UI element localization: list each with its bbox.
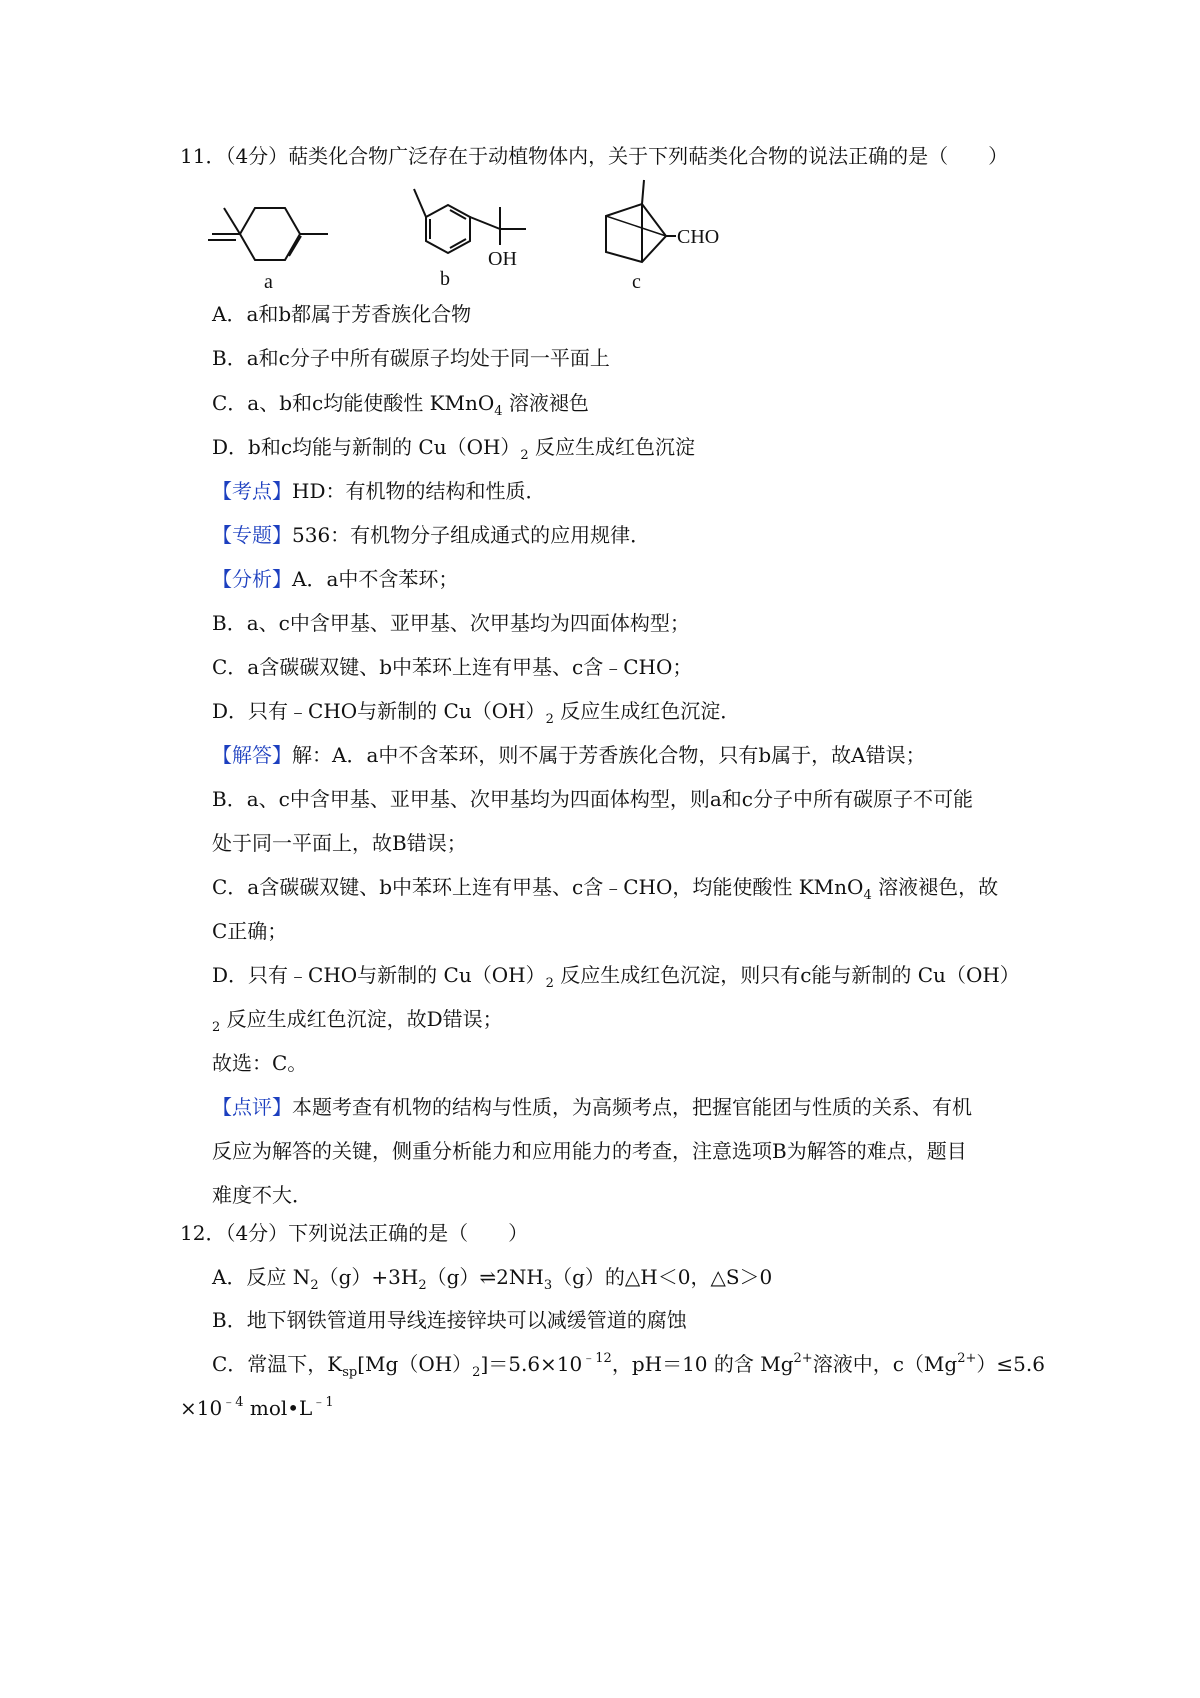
fenxi-line-1: 【分析】A．a中不含苯环； (212, 567, 459, 591)
kaodian-tag: 【考点】 (212, 479, 292, 503)
q11-option-d: D．b和c均能与新制的 $Cu(OH)_2$ 反应生成红色沉淀 (212, 435, 696, 463)
jieda-line-1: 【解答】解：A．a中不含苯环，则不属于芳香族化合物，只有b属于，故A错误； (212, 743, 926, 767)
structure-c (600, 178, 750, 293)
structure-a (200, 178, 340, 293)
jieda-line-5: C正确； (212, 919, 288, 943)
structure-c-bonds (606, 180, 676, 262)
q12-stem: 12．（4分）下列说法正确的是（ ） (180, 1221, 529, 1245)
dianping-line-3: 难度不大． (212, 1183, 312, 1207)
dianping-line-1: 【点评】本题考查有机物的结构与性质，为高频考点，把握官能团与性质的关系、有机 (212, 1095, 972, 1119)
structure-a-bonds (208, 208, 328, 260)
structure-c-cho: CHO (677, 226, 720, 248)
fenxi-line-4: D．只有﹣CHO与新制的 $Cu(OH)_2$ 反应生成红色沉淀． (212, 699, 741, 727)
zhuanti-tag: 【专题】 (212, 523, 292, 547)
fenxi-line-3: C．a含碳碳双键、b中苯环上连有甲基、c含﹣CHO； (212, 655, 693, 679)
jieda-line-8: 故选：C。 (212, 1051, 308, 1075)
jieda-line-4: C．a含碳碳双键、b中苯环上连有甲基、c含﹣CHO，均能使酸性 KMnO$_4$ 溶液褪色，故 (212, 875, 999, 903)
q12-option-c-line-1: C．常温下，$K_{sp}[Mg(OH)_2]=5.6\times 10^{﹣12}$，pH＝10 的含 $Mg^{2+}$溶液中，$c(Mg^{2+})\le 5.6$ (212, 1351, 1045, 1380)
zhuanti-line: 【专题】536：有机物分子组成通式的应用规律． (212, 523, 651, 547)
fenxi-line-2: B．a、c中含甲基、亚甲基、次甲基均为四面体构型； (212, 611, 690, 635)
q11-option-b: B．a和c分子中所有碳原子均处于同一平面上 (212, 346, 610, 370)
jieda-line-3: 处于同一平面上，故B错误； (212, 831, 467, 855)
q12-option-a: A．反应 $N_2(g)+3H_2(g)\rightleftharpoons 2NH_3(g)$的△H＜0，△S＞0 (212, 1265, 773, 1293)
jieda-tag: 【解答】 (212, 743, 292, 767)
structure-c-label: c (632, 271, 641, 293)
structure-b-label: b (440, 268, 450, 290)
q11-option-a: A．a和b都属于芳香族化合物 (212, 302, 472, 326)
fenxi-tag: 【分析】 (212, 567, 292, 591)
q11-stem: 11．（4分）萜类化合物广泛存在于动植物体内，关于下列萜类化合物的说法正确的是（ ） (180, 144, 1009, 168)
structure-b-bonds (414, 189, 526, 253)
jieda-line-7: $_2$ 反应生成红色沉淀，故D错误； (212, 1007, 503, 1035)
q12-option-c-line-2: $\times 10^{﹣4}$ $mol•L^{﹣1}$ (180, 1395, 334, 1420)
q11-option-c: C．a、b和c均能使酸性 KMnO$_4$ 溶液褪色 (212, 391, 589, 419)
structure-b (400, 175, 550, 293)
structure-b-oh: OH (488, 248, 517, 270)
q12-option-b: B．地下钢铁管道用导线连接锌块可以减缓管道的腐蚀 (212, 1308, 687, 1332)
jieda-line-2: B．a、c中含甲基、亚甲基、次甲基均为四面体构型，则a和c分子中所有碳原子不可能 (212, 787, 973, 811)
kaodian-line: 【考点】HD：有机物的结构和性质． (212, 479, 546, 503)
structure-a-label: a (264, 271, 273, 293)
jieda-line-6: D．只有﹣CHO与新制的 $Cu(OH)_2$ 反应生成红色沉淀，则只有c能与新制的 Cu（OH） (212, 963, 1020, 991)
dianping-tag: 【点评】 (212, 1095, 292, 1119)
dianping-line-2: 反应为解答的关键，侧重分析能力和应用能力的考查，注意选项B为解答的难点，题目 (212, 1139, 967, 1163)
